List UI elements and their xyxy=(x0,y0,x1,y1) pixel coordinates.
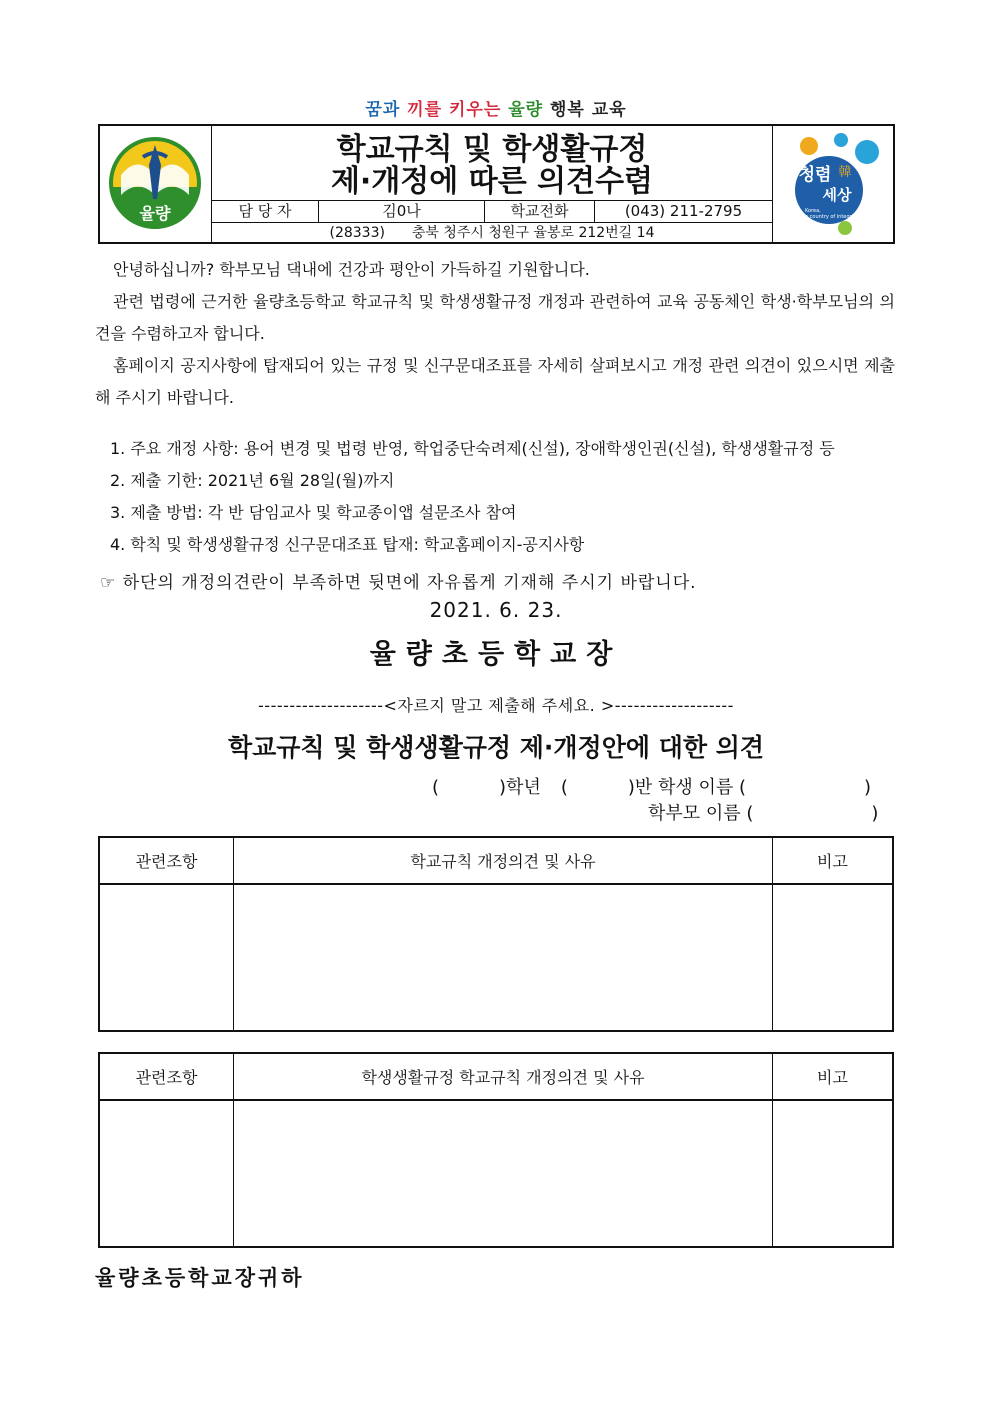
slogan-part: 행복 교육 xyxy=(549,100,627,120)
opinion-cell[interactable] xyxy=(234,1100,773,1247)
title-line-1: 학교규칙 및 학생활규정 xyxy=(336,132,648,167)
address-row xyxy=(212,222,772,243)
logo-caption: Korea, xyxy=(805,208,821,214)
manager-label: 담 당 자 xyxy=(238,202,292,220)
manager-name: 김0나 xyxy=(318,201,484,222)
school-rules-opinion-table xyxy=(98,836,894,1032)
student-info-row xyxy=(432,773,871,799)
slogan-part: 율량 xyxy=(508,100,544,120)
addressee: 율량초등학교장귀하 xyxy=(95,1266,305,1290)
logo-main-text: 청렴 xyxy=(798,165,832,185)
title-cell xyxy=(212,126,772,242)
phone-label: 학교전화 xyxy=(484,201,594,222)
opinion-cell[interactable] xyxy=(234,884,773,1031)
logo-caption: a country of integrity xyxy=(805,214,858,220)
remarks-cell[interactable] xyxy=(773,884,894,1031)
table-header: 학생생활규정 학교규칙 개정의견 및 사유 xyxy=(234,1053,773,1100)
postal-code: (28333) xyxy=(329,225,385,241)
page-title xyxy=(212,134,772,198)
student-rules-opinion-table xyxy=(98,1052,894,1248)
table-header: 관련조항 xyxy=(99,1053,234,1100)
table-header: 비고 xyxy=(773,837,894,884)
list-item: 2. 제출 기한: 2021년 6월 28일(월)까지 xyxy=(110,471,395,490)
header-box xyxy=(98,124,895,244)
paren: ) xyxy=(864,777,872,798)
paragraph-1: 관련 법령에 근거한 율량초등학교 학교규칙 및 학생생활규정 개정과 관련하여 교육 공동체인 학생·학부모님의 의견을 수렴하고자 합니다. xyxy=(95,292,895,343)
greeting: 안녕하십니까? 학부모님 댁내에 건강과 평안이 가득하길 기원합니다. xyxy=(113,260,590,279)
logo-hanja-text: 韓 xyxy=(838,165,852,180)
grade-label: )학년 xyxy=(499,777,541,798)
parent-info-row xyxy=(648,799,878,825)
slogan xyxy=(0,95,992,120)
principal-signature: 율량초등학교장 xyxy=(369,639,623,670)
notice xyxy=(100,568,697,593)
paren: ) xyxy=(871,803,879,824)
contact-row xyxy=(212,200,772,222)
logo-sub-text: 세상 xyxy=(822,186,852,204)
slogan-part: 끼를 xyxy=(407,100,443,120)
parent-name-label: 학부모 이름 ( xyxy=(648,803,754,824)
form-title: 학교규칙 및 학생생활규정 제·개정안에 대한 의견 xyxy=(227,733,765,762)
remarks-cell[interactable] xyxy=(773,1100,894,1247)
items-list xyxy=(110,433,900,561)
integrity-logo-cell xyxy=(772,126,893,242)
table-header: 관련조항 xyxy=(99,837,234,884)
document-date: 2021. 6. 23. xyxy=(429,598,563,622)
school-logo-text: 율량 xyxy=(139,204,171,223)
list-item: 3. 제출 방법: 각 반 담임교사 및 학교종이앱 설문조사 참여 xyxy=(110,503,517,522)
notice-text: 하단의 개정의견란이 부족하면 뒷면에 자유롭게 기재해 주시기 바랍니다. xyxy=(122,573,697,593)
paragraph-2: 홈페이지 공지사항에 탑재되어 있는 규정 및 신구문대조표를 자세히 살펴보시고 개정 관련 의견이 있으시면 제출해 주시기 바랍니다. xyxy=(95,356,895,407)
related-article-cell[interactable] xyxy=(99,1100,234,1247)
pointing-hand-icon: ☞ xyxy=(100,573,117,593)
school-phone: (043) 211-2795 xyxy=(594,201,772,222)
table-header: 학교규칙 개정의견 및 사유 xyxy=(234,837,773,884)
school-emblem-icon xyxy=(107,135,203,231)
table-header: 비고 xyxy=(773,1053,894,1100)
paren: ( xyxy=(560,777,568,798)
paren: ( xyxy=(432,777,440,798)
slogan-part: 꿈과 xyxy=(365,100,401,120)
school-logo-cell xyxy=(100,126,212,242)
title-line-2: 제·개정에 따른 의견수렴 xyxy=(330,164,654,199)
intro-text xyxy=(95,254,895,414)
list-item: 4. 학칙 및 학생생활규정 신구문대조표 탑재: 학교홈페이지-공지사항 xyxy=(110,535,585,554)
class-name-label: )반 학생 이름 ( xyxy=(627,777,747,798)
integrity-logo-icon xyxy=(785,132,885,238)
cut-line: --------------------<자르지 말고 제출해 주세요. >------------------- xyxy=(258,696,734,715)
related-article-cell[interactable] xyxy=(99,884,234,1031)
list-item: 1. 주요 개정 사항: 용어 변경 및 법령 반영, 학업중단숙려제(신설), 장애학생인권(신설), 학생생활규정 등 xyxy=(110,439,835,458)
slogan-part: 키우는 xyxy=(448,100,502,120)
school-address: 충북 청주시 청원구 율봉로 212번길 14 xyxy=(411,225,655,241)
